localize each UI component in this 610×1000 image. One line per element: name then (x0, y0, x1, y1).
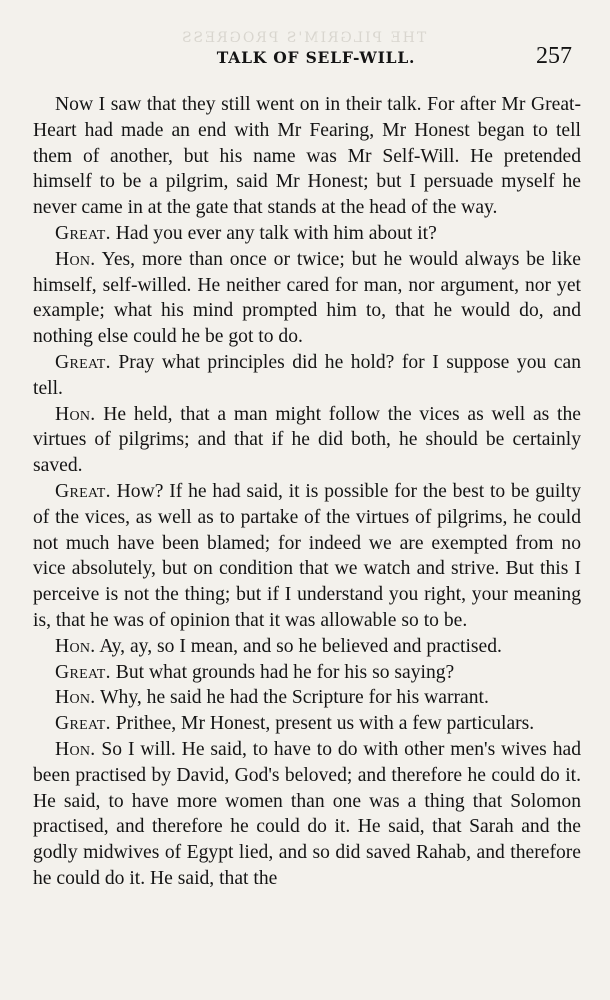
page-header (60, 44, 572, 72)
paragraph-text: How? If he had said, it is possible for the best to be guilty of the vices, as well as to partake of the virtues of pilgrims, he could not much have been blamed; for indeed we are exempted from no vice absolutely, but on condition that we watch and strive. But this I perceive is not the thing; but if I understand you right, your meaning is, that he was of opinion that it was allowable so to be. (33, 480, 581, 631)
paragraph-text: Now I saw that they still went on in their talk. For after Mr Great-Heart had made an end with Mr Fearing, Mr Honest began to tell them of another, but his name was Mr Self-Will. He pretended himself to be a pilgrim, said Mr Honest; but I persuade myself he never came in at the gate that stands at the head of the way. (33, 94, 581, 219)
body-text (33, 92, 581, 892)
paragraph-text: He held, that a man might follow the vices as well as the virtues of pilgrims; and that if he did both, he should be certainly saved. (33, 403, 581, 477)
speaker-label: Hon. (55, 248, 96, 270)
paragraph-text: Ay, ay, so I mean, and so he believed and practised. (99, 635, 502, 657)
paragraph-text: Yes, more than once or twice; but he would always be like himself, self-willed. He neither cared for man, nor argument, nor yet example; what his mind prompted him to, that he would do, and nothing else could he be got to do. (33, 248, 581, 348)
speaker-label: Great. (55, 480, 111, 502)
paragraph (33, 711, 581, 737)
paragraph (33, 660, 581, 686)
paragraph (33, 92, 581, 221)
paragraph (33, 402, 581, 479)
paragraph (33, 479, 581, 634)
paragraph (33, 221, 581, 247)
speaker-label: Hon. (55, 635, 96, 657)
paragraph-text: Had you ever any talk with him about it? (115, 222, 437, 244)
paragraph (33, 685, 581, 711)
speaker-label: Great. (55, 713, 111, 735)
speaker-label: Hon. (55, 687, 96, 709)
paragraph (33, 247, 581, 350)
speaker-label: Hon. (55, 403, 96, 425)
running-title: TALK OF SELF-WILL. (216, 48, 416, 67)
paragraph-text: Why, he said he had the Scripture for his warrant. (100, 687, 489, 709)
paragraph-text: But what grounds had he for his so saying? (115, 661, 455, 683)
paragraph-text: Prithee, Mr Honest, present us with a few particulars. (115, 713, 535, 735)
paragraph (33, 350, 581, 402)
paragraph-text: Pray what principles did he hold? for I suppose you can tell. (33, 351, 581, 399)
page-number: 257 (536, 43, 572, 69)
paragraph-text: So I will. He said, to have to do with other men's wives had been practised by David, God's beloved; and therefore he could do it. He said, to have more women than one was a thing that Solomon practised, and therefore he could do it. He said, that Sarah and the godly midwives of Egypt lied, and so did saved Rahab, and therefore he could do it. He said, that the (33, 738, 581, 889)
speaker-label: Great. (55, 661, 111, 683)
bleed-through-text: THE PILGRIM'S PROGRESS (180, 30, 427, 46)
paragraph (33, 634, 581, 660)
speaker-label: Great. (55, 351, 111, 373)
speaker-label: Hon. (55, 738, 96, 760)
speaker-label: Great. (55, 222, 111, 244)
paragraph (33, 737, 581, 892)
